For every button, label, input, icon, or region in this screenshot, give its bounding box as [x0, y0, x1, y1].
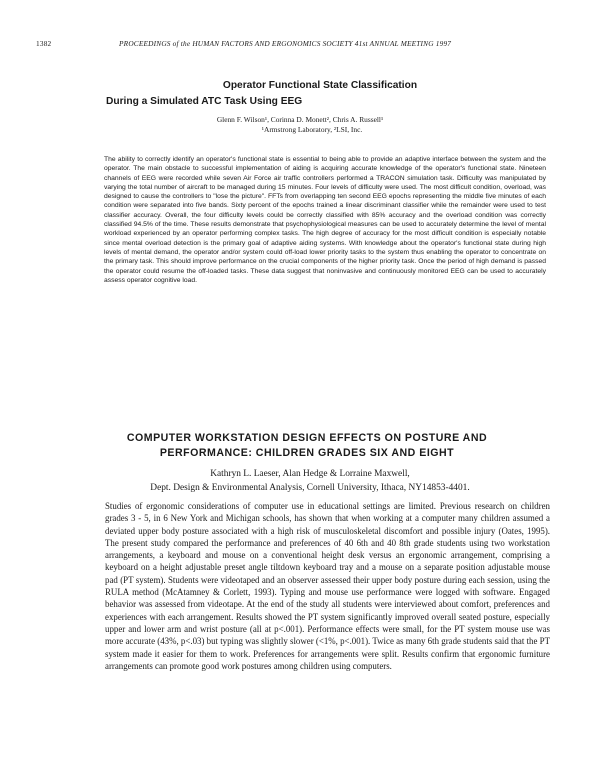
- running-head-text: PROCEEDINGS of the HUMAN FACTORS AND ERGONOMICS SOCIETY 41st ANNUAL MEETING 1997: [119, 39, 452, 48]
- page-number: 1382: [36, 39, 52, 48]
- paper1-authors: Glenn F. Wilson¹, Corinna D. Monett², Chris A. Russell¹: [216, 115, 384, 124]
- paper1-byline: [0, 115, 600, 135]
- paper2-authors: Kathryn L. Laeser, Alan Hedge & Lorraine Maxwell,: [210, 469, 410, 479]
- paper1-title: [0, 78, 600, 109]
- paper2-title-line1: COMPUTER WORKSTATION DESIGN EFFECTS ON POSTURE AND: [126, 432, 488, 444]
- paper2-abstract: Studies of ergonomic considerations of computer use in educational settings are limited. Previous research on children grades 3 - 5, in 6 New York and Michigan schools, has shown that when working at a computer many children assumed a deviated upper body posture associated with a high risk of musculoskeletal discomfort and possible injury (Oates, 1995). The present study compared the performance and preferences of 40 6th and 40 8th grade students using two workstation arrangements, a keyboard and mouse on a conventional height desk versus an ergonomic arrangement, comprising a keyboard on a height adjustable preset angle tiltdown keyboard tray and a mouse on a separate position adjustable mouse pad (PT system). Students were videotaped and an observer assessed their upper body posture during each session, using the RULA method (McAtamney & Corlett, 1993). Typing and mouse use performance were logged with software. Engaged behavior was assessed from videotape. At the end of the study all students were interviewed about comfort, preferences and experiences with each arrangement. Results showed the PT system significantly improved overall seated posture, especially upper and lower arm and wrist posture (all at p<.001). Performance effects were small, for the PT system mouse use was more accurate (43%, p<.03) but typing was slightly slower (<1%, p<.001). Twice as many 6th grade students said that the PT system made it easier for them to work. Preferences for arrangements were split. Results confirm that ergonomic furniture arrangements can promote good work postures among children using computers.: [105, 501, 550, 671]
- paper1-affiliation: ¹Armstrong Laboratory, ²LSI, Inc.: [261, 125, 363, 134]
- paper1-title-line2: During a Simulated ATC Task Using EEG: [106, 96, 303, 107]
- paper2-affiliation: Dept. Design & Environmental Analysis, Cornell University, Ithaca, NY14853-4401.: [150, 483, 470, 493]
- paper1-title-line1: Operator Functional State Classification: [222, 80, 418, 91]
- paper1-abstract: The ability to correctly identify an operator's functional state is essential to being able to provide an adaptive interface between the system and the operator. The main obstacle to successful implementation of aiding is acquiring accurate knowledge of the operator's functional state. Nineteen channels of EEG were recorded while seven Air Force air traffic controllers performed a TRACON simulation task. Difficulty was manipulated by varying the total number of aircraft to be managed during 15 minutes. Four levels of difficulty were used. The most difficult condition, overload, was designed to cause the controllers to "lose the picture". FFTs from overlapping ten second EEG epochs representing the middle five minutes of each condition were separated into five bands. Sixty percent of the epochs trained a linear discriminant classifier while the remainder were used to test classifier accuracy. Overall, the four difficulty levels could be correctly classified with 85% accuracy and the overload condition was correctly classified 94.5% of the time. These results demonstrate that psychophysiological measures can be used to accurately determine the level of mental workload experienced by an operator performing complex tasks. The high degree of accuracy for the most difficult condition is especially notable since mental overload detection is the primary goal of adaptive aiding systems. With knowledge about the operator's functional state during high levels of mental demand, the operator and/or system could off-load lower priority tasks to the system thus enabling the operator to concentrate on the primary task. This should improve performance on the crucial components of the higher priority task. Once the period of high demand is passed the operator could resume the off-loaded tasks. These data suggest that noninvasive and continuously monitored EEG can be used to accurately assess operator cognitive load.: [104, 156, 546, 284]
- paper2-title: [62, 431, 552, 461]
- paper2-byline: [75, 467, 545, 495]
- paper2-title-line2: PERFORMANCE: CHILDREN GRADES SIX AND EIGHT: [159, 447, 455, 459]
